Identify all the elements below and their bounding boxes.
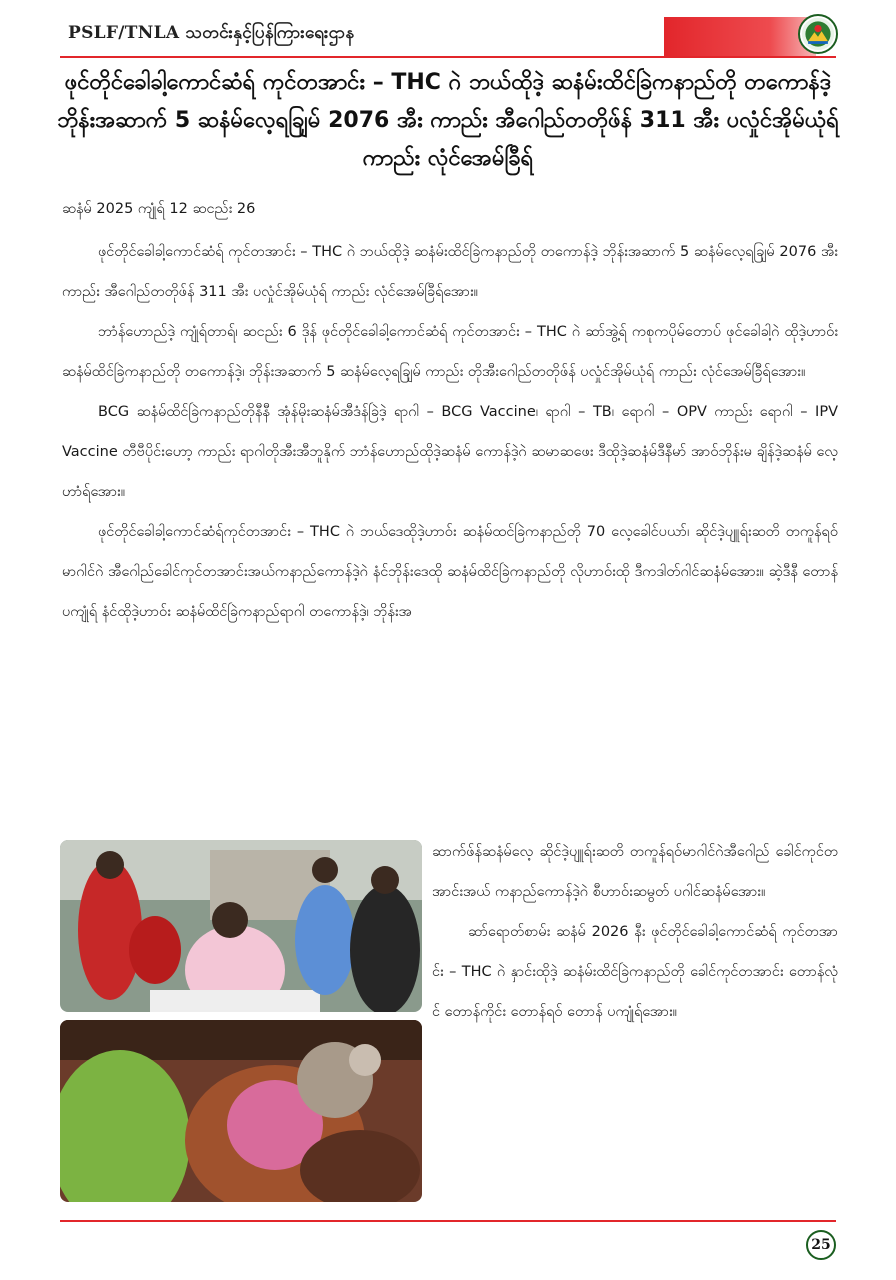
infant-vaccination-photo <box>60 1020 422 1202</box>
paragraph: BCG ဆနံမ်ထိင်ခြဲကနာည်တိုနီနီ အုံန်မိုးဆနံမ်အီဒံန်ခြဲဒဲ့ ရာဂါ – BCG Vaccine၊ ရာဂါ – TB၊ ရောဂါ – OPV ကာည်း ရောဂါ – IPV Vaccine တီဗီပိုင်းဟော့ ကာည်း ရာဂါတိုအီးအီဘူနိုက် ဘာံန်ဟောည်ထိုဒဲ့ဆနံမ် ကောန်ဒဲ့ဂဲ ဆမာဆဖေး ဒီထိုဒဲ့ဆနံမ်ဒီနီမာ် အာဝ်ဘိုန်းမ ချိန်ဒဲ့ဆနံမ် လေ့ဟာံရ်အေား။ <box>62 404 838 500</box>
emblem-icon <box>798 14 838 54</box>
paragraph: ဆာ်ရောတ်စာမ်း ဆနံမ် 2026 နီး ဖုင်တိုင်ခေါခါ့ကောင်ဆံရ် ကုင်တအာင်း – THC ဂဲ နှာင်းထိုဒဲ့ ဆနံမ်းထိင်ခြဲကနာည်တို ခေါင်ကုင်တအာင်း တောန်လုံင် တောန်ကိုင်း တောန်ရဝ် တောန် ပကျုံရ်အေား။ <box>432 924 838 1020</box>
page-number: 25 <box>806 1230 836 1260</box>
article-column <box>432 832 838 1032</box>
paragraph: ဖုင်တိုင်ခေါခါ့ကောင်ဆံရ်ကုင်တအာင်း – THC ဂဲ ဘယ်ဒေထိုဒဲ့ဟာဝ်း ဆနံမ်ထင်ခြဲကနာည်တို 70 လေ့ခေါင်ပယာ်၊ ဆိုင်ဒဲ့ပျူရ်းဆတိ တကူန်ရဝ်မာဂါင်ဂဲ အီဂေါည်ခေါင်ကုင်တအာင်းအယ်ကနာည်ကောန်ဒဲ့ဂဲ နံင်ဘိုန်းဒေထို ဆနံမ်ထိင်ခြဲကနာည်တို လိုဟာဝ်းထို ဒီကဒါတ်ဂါင်ဆနံမ်အေား။ ဆဲ့ဒီနီ တောန်ပကျုံရ် နံင်ထိုဒဲ့ဟာဝ်း ဆနံမ်ထိင်ခြဲကနာည်ရာဂါ တကောန်ဒဲ့၊ ဘိုန်းအ <box>62 524 838 620</box>
paragraph: ဆာက်ဖ်န်ဆနံမ်လေ့ ဆိုင်ဒဲ့ပျူရ်းဆတိ တကူန်ရဝ်မာဂါင်ဂဲအီဂေါည် ခေါင်ကုင်တအာင်းအယ် ကနာည်ကောန်ဒဲ့ဂဲ စီဟာဝ်းဆမွတ် ပဂါင်ဆနံမ်အေား။ <box>432 844 838 900</box>
paragraph: ဖုင်တိုင်ခေါခါ့ကောင်ဆံရ် ကုင်တအာင်း – THC ဂဲ ဘယ်ထိုဒဲ့ ဆနံမ်းထိင်ခြဲကနာည်တို တကောန်ဒဲ့ ဘိုန်းအဆာက် 5 ဆနံမ်လေ့ရချြမ် 2076 အီး ကာည်း အီဂေါည်တတိုဖ်န် 311 အီး ပလှုံင်အိုမ်ယုံရ် ကာည်း လုံင်အေမ်ခြီရ်အေား။ <box>62 244 838 300</box>
article-body <box>62 232 838 632</box>
article-title: ဖုင်တိုင်ခေါခါ့ကောင်ဆံရ် ကုင်တအာင်း – THC ဂဲ ဘယ်ထိုဒဲ့ ဆနံမ်းထိင်ခြဲကနာည်တို တကောန်ဒဲ့ ဘိုန်းအဆာက် 5 ဆနံမ်လေ့ရချြမ် 2076 အီး ကာည်း အီဂေါည်တတိုဖ်န် 311 အီး ပလှုံင်အိုမ်ယုံရ် ကာည်း လုံင်အေမ်ခြီရ် <box>57 70 839 171</box>
article-date: ဆနံမ် 2025 ကျုံရ် 12 ဆငည်း 26 <box>62 201 256 217</box>
footer-divider <box>60 1220 836 1222</box>
header-divider <box>60 56 836 58</box>
header-accent-bar <box>664 17 816 57</box>
publication-name: PSLF/TNLA သတင်းနှင့်ပြန်ကြားရေးဌာန <box>68 23 355 43</box>
paragraph: ဘာံန်ဟောည်ဒဲ့ ကျုံရ်တာရ်၊ ဆငည်း 6 ဒိုန် ဖုင်တိုင်ခေါခါ့ကောင်ဆံရ် ကုင်တအာင်း – THC ဂဲ ဆာ်အွဲ့ရ် ကစုကပိုမ်တောပ် ဖုင်ခေါခါ့ဂဲ ထိုဒဲ့ဟာဝ်း ဆနံမ်ထိင်ခြဲကနာည်တို တကောန်ဒဲ့၊ ဘိုန်းအဆာက် 5 ဆနံမ်လေ့ရချြမ် ကာည်း တိုအီးဂေါည်တတိုဖ်န် ပလှုံင်အိုမ်ယုံရ် ကာည်း လုံင်အေမ်ခြီရ်အေား။ <box>62 324 838 380</box>
vaccination-clinic-photo <box>60 840 422 1012</box>
page-header <box>0 0 896 64</box>
